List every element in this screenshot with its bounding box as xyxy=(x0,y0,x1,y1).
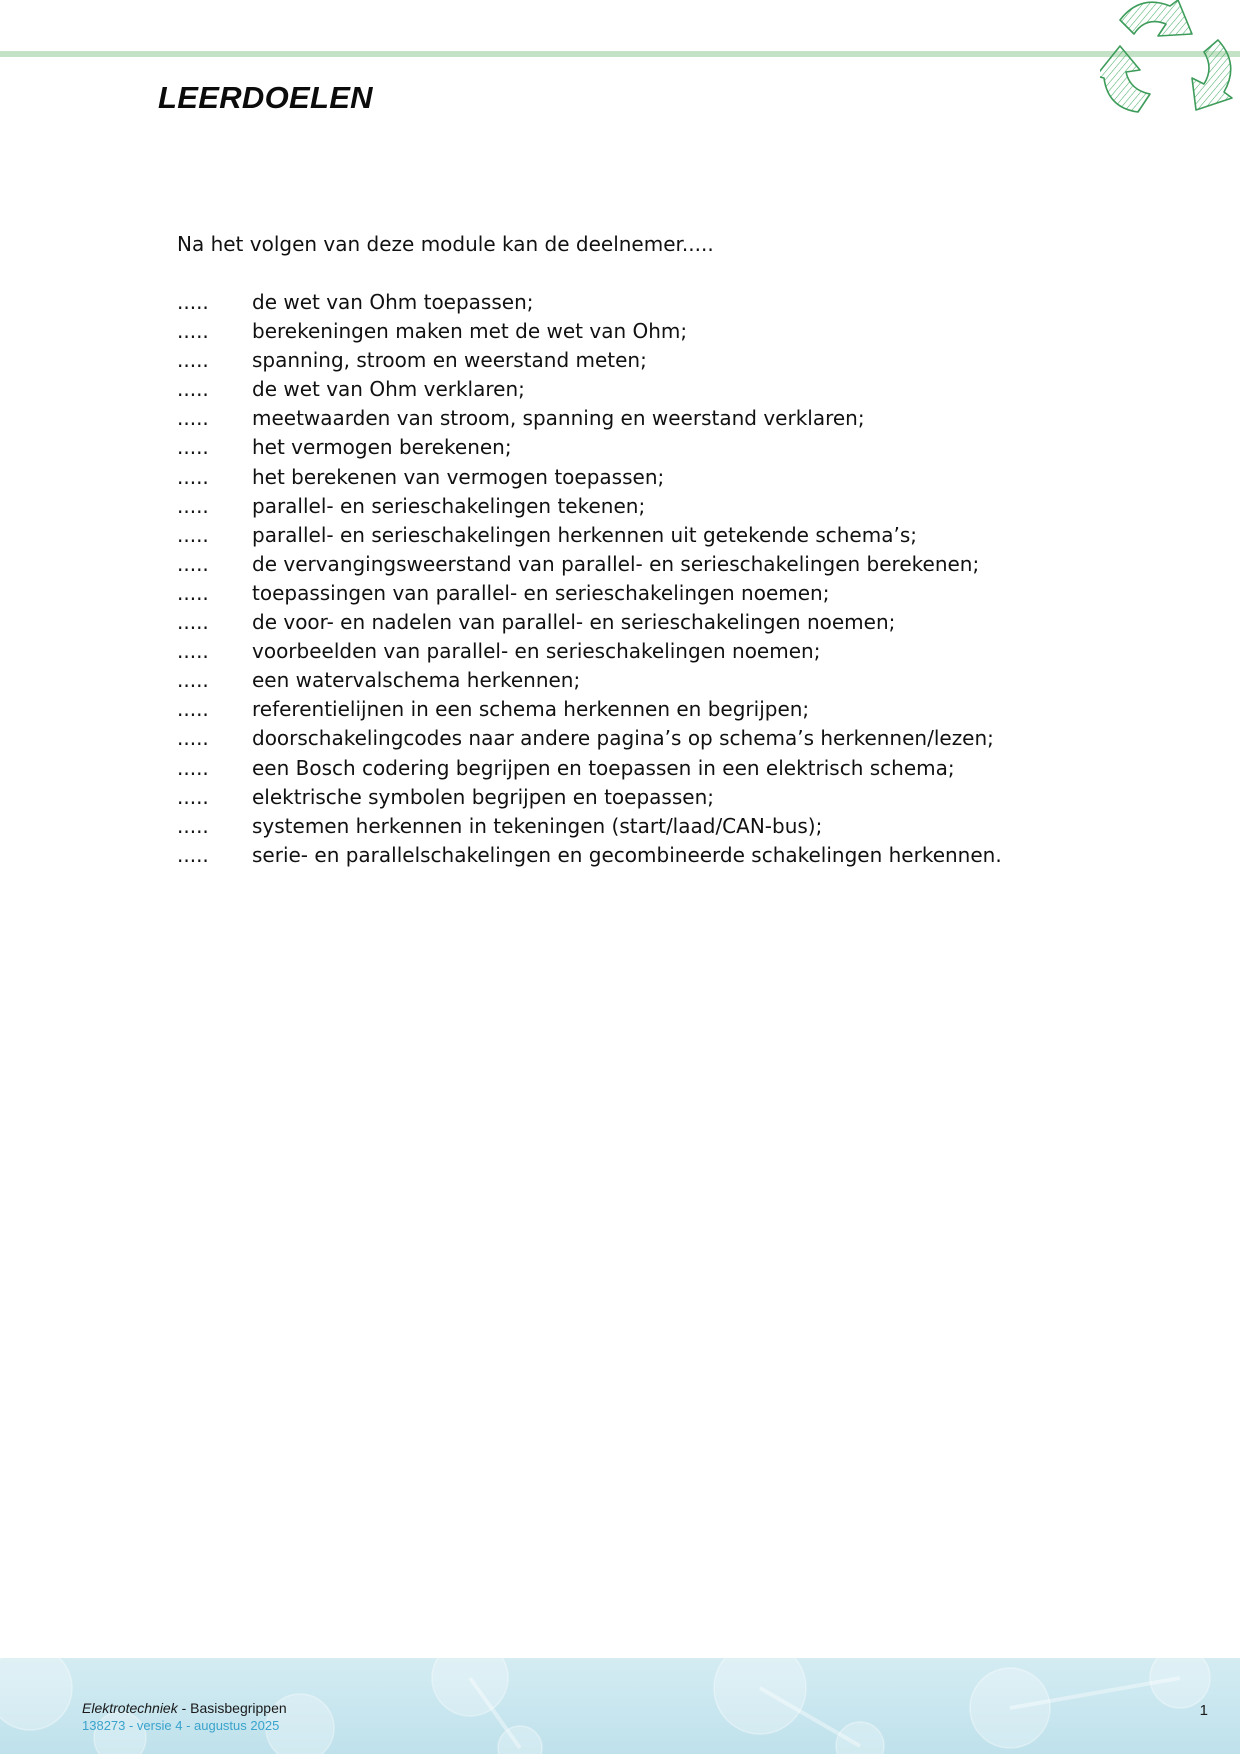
intro-text: Na het volgen van deze module kan de deelnemer..... xyxy=(177,232,714,256)
objective-text: de voor- en nadelen van parallel- en serieschakelingen noemen; xyxy=(252,610,896,635)
objective-text: referentielijnen in een schema herkennen en begrijpen; xyxy=(252,697,810,722)
objective-item xyxy=(177,375,1002,404)
page-number: 1 xyxy=(1199,1702,1208,1719)
objective-item xyxy=(177,608,1002,637)
objective-marker: ..... xyxy=(177,522,209,547)
objective-text: serie- en parallelschakelingen en gecombineerde schakelingen herkennen. xyxy=(252,842,1002,867)
objective-text: het vermogen berekenen; xyxy=(252,435,512,460)
objective-marker: ..... xyxy=(177,639,209,664)
objective-item xyxy=(177,463,1002,492)
objective-marker: ..... xyxy=(177,551,209,576)
objective-marker: ..... xyxy=(177,348,209,373)
objective-marker: ..... xyxy=(177,493,209,518)
objective-text: meetwaarden van stroom, spanning en weerstand verklaren; xyxy=(252,406,865,431)
objective-marker: ..... xyxy=(177,290,209,314)
objective-marker: ..... xyxy=(177,377,209,402)
objective-item xyxy=(177,724,1002,753)
objective-marker: ..... xyxy=(177,406,209,431)
objective-item xyxy=(177,754,1002,783)
objective-text: berekeningen maken met de wet van Ohm; xyxy=(252,319,688,344)
objective-marker: ..... xyxy=(177,464,209,489)
objective-text: de wet van Ohm verklaren; xyxy=(252,377,525,402)
objective-marker: ..... xyxy=(177,755,209,780)
objective-text: de wet van Ohm toepassen; xyxy=(252,290,534,314)
objective-marker: ..... xyxy=(177,697,209,722)
objective-text: spanning, stroom en weerstand meten; xyxy=(252,348,647,373)
objective-text: doorschakelingcodes naar andere pagina’s op schema’s herkennen/lezen; xyxy=(252,726,994,751)
objective-marker: ..... xyxy=(177,319,209,344)
objective-text: de vervangingsweerstand van parallel- en serieschakelingen berekenen; xyxy=(252,551,980,576)
objective-item xyxy=(177,404,1002,433)
objective-item xyxy=(177,695,1002,724)
objective-item xyxy=(177,433,1002,462)
objective-text: voorbeelden van parallel- en serieschakelingen noemen; xyxy=(252,639,821,664)
objective-marker: ..... xyxy=(177,813,209,838)
objective-item xyxy=(177,841,1002,870)
objective-marker: ..... xyxy=(177,435,209,460)
header-rule xyxy=(0,51,1240,57)
recycle-icon xyxy=(1100,0,1240,118)
objective-text: systemen herkennen in tekeningen (start/laad/CAN-bus); xyxy=(252,813,823,838)
objective-text: parallel- en serieschakelingen tekenen; xyxy=(252,493,646,518)
objective-marker: ..... xyxy=(177,842,209,867)
objective-item xyxy=(177,579,1002,608)
objective-item xyxy=(177,666,1002,695)
footer xyxy=(0,1658,1240,1754)
objective-marker: ..... xyxy=(177,784,209,809)
objective-marker: ..... xyxy=(177,610,209,635)
footer-course-title xyxy=(82,1700,287,1716)
objective-marker: ..... xyxy=(177,580,209,605)
objective-item xyxy=(177,317,1002,346)
objective-marker: ..... xyxy=(177,668,209,693)
objective-text: een watervalschema herkennen; xyxy=(252,668,581,693)
footer-version: 138273 - versie 4 - augustus 2025 xyxy=(82,1718,280,1733)
objective-item xyxy=(177,812,1002,841)
objective-marker: ..... xyxy=(177,726,209,751)
objectives-list xyxy=(177,288,1002,870)
objective-text: een Bosch codering begrijpen en toepassen in een elektrisch schema; xyxy=(252,755,955,780)
objective-text: toepassingen van parallel- en serieschakelingen noemen; xyxy=(252,580,830,605)
objective-item xyxy=(177,288,1002,317)
objective-text: parallel- en serieschakelingen herkennen uit getekende schema’s; xyxy=(252,522,917,547)
objective-text: het berekenen van vermogen toepassen; xyxy=(252,464,665,489)
footer-course-name: Elektrotechniek xyxy=(82,1700,178,1716)
objective-item xyxy=(177,346,1002,375)
objective-item xyxy=(177,521,1002,550)
objective-text: elektrische symbolen begrijpen en toepassen; xyxy=(252,784,714,809)
objective-item xyxy=(177,637,1002,666)
objective-item xyxy=(177,492,1002,521)
objective-item xyxy=(177,550,1002,579)
objective-item xyxy=(177,783,1002,812)
footer-course-subtitle: - Basisbegrippen xyxy=(177,1700,287,1716)
page-title: LEERDOELEN xyxy=(158,80,373,115)
